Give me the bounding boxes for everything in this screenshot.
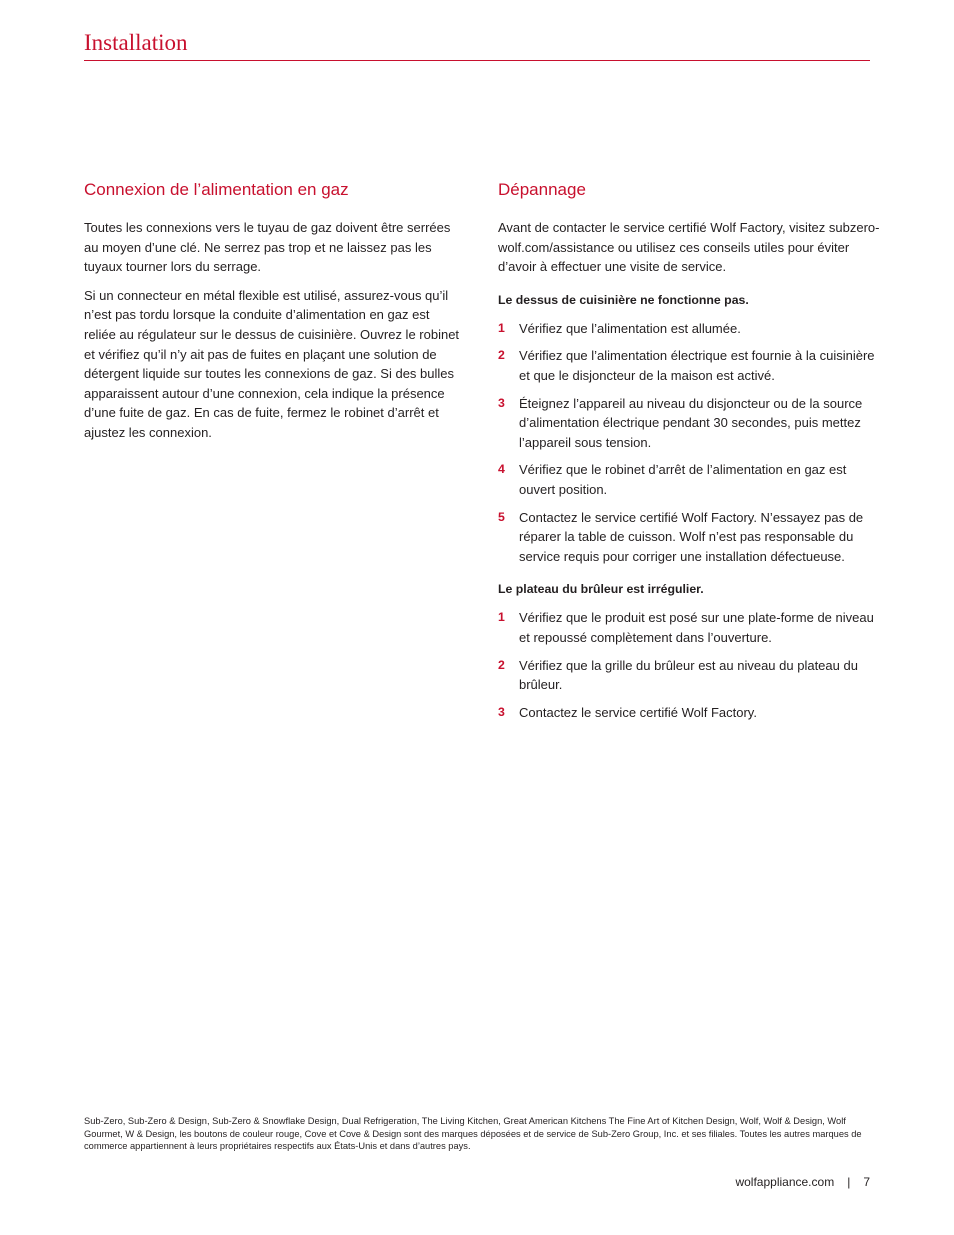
step-text: Vérifiez que la grille du brûleur est au niveau du plateau du brûleur.	[519, 657, 858, 693]
step-number: 1	[498, 610, 505, 625]
step-item	[498, 508, 880, 567]
step-number: 5	[498, 509, 505, 524]
step-item	[498, 319, 880, 339]
step-text: Vérifiez que le produit est posé sur une plate-forme de niveau et repoussé complètement dans l’ouverture.	[519, 610, 874, 645]
step-item	[498, 656, 880, 695]
step-text: Contactez le service certifié Wolf Factory.	[519, 704, 757, 720]
step-number: 3	[498, 395, 505, 410]
header-divider	[84, 60, 870, 61]
problem-2-steps	[498, 608, 880, 722]
footer-separator: |	[847, 1175, 851, 1189]
problem-1-title: Le dessus de cuisinière ne fonctionne pas.	[498, 292, 749, 307]
step-number: 1	[498, 320, 505, 335]
gas-connection-section	[84, 178, 462, 452]
step-item	[498, 703, 880, 723]
step-number: 2	[498, 348, 505, 363]
step-item	[498, 346, 880, 385]
step-text: Contactez le service certifié Wolf Factory. N’essayez pas de réparer la table de cuisson. Wolf n’est pas responsable du service requis pour corriger une installation défectueuse.	[519, 509, 864, 564]
page-footer	[735, 1175, 870, 1189]
step-number: 2	[498, 657, 505, 672]
page-number: 7	[863, 1175, 870, 1189]
step-item	[498, 608, 880, 647]
troubleshooting-intro: Avant de contacter le service certifié Wolf Factory, visitez subzero-wolf.com/assistance ou utilisez ces conseils utiles pour éviter d’avoir à effectuer une visite de service.	[498, 220, 880, 275]
step-text: Éteignez l’appareil au niveau du disjoncteur ou de la source d’alimentation électrique pendant 30 secondes, puis mettez l’appareil sous tension.	[519, 395, 863, 450]
gas-connection-paragraph: Toutes les connexions vers le tuyau de gaz doivent être serrées au moyen d’une clé. Ne serrez pas trop et ne laissez pas les tuyaux tourner lors du serrage.	[84, 220, 451, 275]
troubleshooting-section	[498, 178, 880, 730]
step-item	[498, 394, 880, 453]
step-text: Vérifiez que l’alimentation est allumée.	[519, 320, 741, 336]
step-text: Vérifiez que l’alimentation électrique est fournie à la cuisinière et que le disjoncteur de la maison est activé.	[519, 348, 875, 383]
problem-1-steps	[498, 319, 880, 567]
step-text: Vérifiez que le robinet d’arrêt de l’alimentation en gaz est ouvert position.	[519, 462, 847, 497]
page-title: Installation	[84, 30, 188, 55]
troubleshooting-heading: Dépannage	[498, 180, 586, 199]
step-number: 4	[498, 462, 505, 477]
footer-website: wolfappliance.com	[735, 1175, 835, 1189]
trademark-notice: Sub-Zero, Sub-Zero & Design, Sub-Zero & Snowflake Design, Dual Refrigeration, The Living Kitchen, Great American Kitchens The Fine Art of Kitchen Design, Wolf, Wolf & Design, Wolf Gourmet, W & Design, les boutons de couleur rouge, Cove et Cove & Design sont des marques déposées et de service de Sub-Zero Group, Inc. et ses filiales. Toutes les autres marques de commerce appartiennent à leurs propriétaires respectifs aux États-Unis et dans d’autres pays.	[84, 1116, 862, 1152]
step-number: 3	[498, 704, 505, 719]
gas-connection-heading: Connexion de l’alimentation en gaz	[84, 180, 349, 199]
step-item	[498, 460, 880, 499]
problem-2-title: Le plateau du brûleur est irrégulier.	[498, 582, 704, 597]
gas-connection-paragraph: Si un connecteur en métal flexible est utilisé, assurez-vous qu’il n’est pas tordu lorsque la conduite d’alimentation en gaz est reliée au régulateur sur le dessus de cuisinière. Ouvrez le robinet et vérifiez qu’il n’y ait pas de fuites en plaçant une solution de détergent liquide sur toutes les connexions de gaz. Si des bulles apparaissent autour d’une connexion, cela indique la présence d’une fuite de gaz. En cas de fuite, fermez le robinet d’arrêt et ajustez les connexion.	[84, 287, 460, 440]
